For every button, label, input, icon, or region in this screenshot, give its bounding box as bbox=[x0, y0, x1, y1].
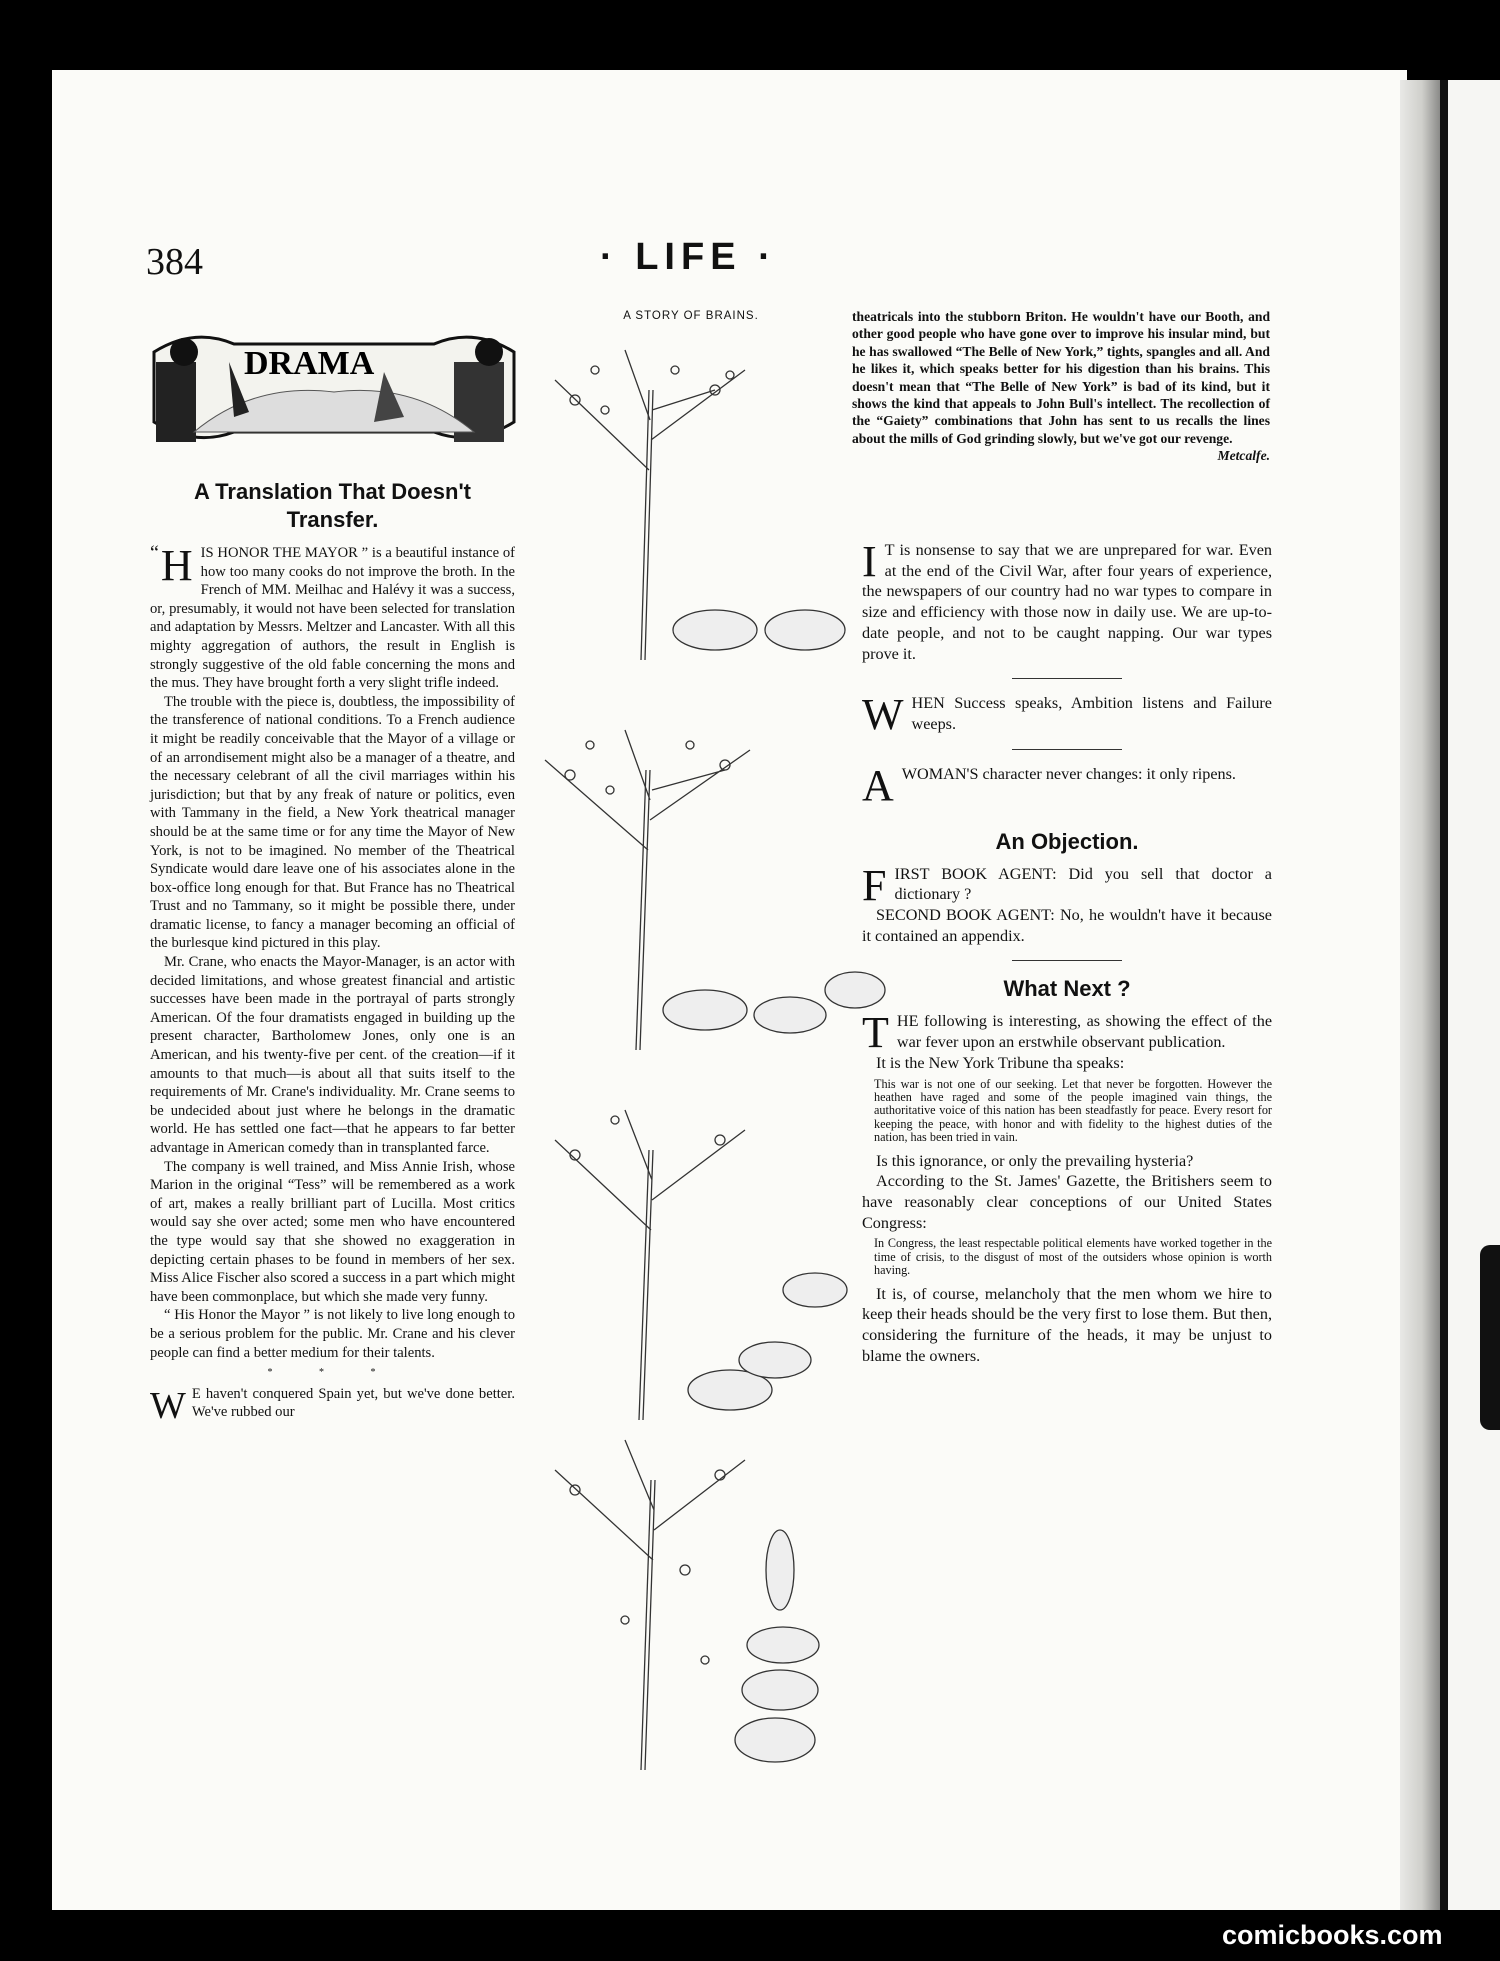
page-spine bbox=[1400, 80, 1440, 1910]
gazette-quote: In Congress, the least respectable political elements have worked together in the time of crisis, to the disgust of most of the outsiders whose opinion is worth having. bbox=[874, 1236, 1272, 1278]
drop-cap: T bbox=[862, 1008, 889, 1058]
drop-cap: W bbox=[862, 690, 904, 740]
next-page-edge bbox=[1448, 80, 1500, 1910]
drop-cap: I bbox=[862, 537, 877, 586]
article-text: WOMAN'S character never changes: it only ripens. bbox=[901, 764, 1236, 783]
section-stars: * * * bbox=[267, 1367, 398, 1379]
tree-panel-3 bbox=[555, 1110, 847, 1420]
page-number: 384 bbox=[146, 241, 203, 283]
divider bbox=[1012, 749, 1122, 750]
article-text: T is nonsense to say that we are unprepared for war. Even at the end of the Civil War, after four years of experience, the newspapers of our country had no war types to compare in size and efficiency with those now in daily use. We are up-to-date people, and not to be caught napping. Our war types prove it. bbox=[862, 541, 1272, 663]
binding-clip bbox=[1480, 1245, 1500, 1430]
column-3 bbox=[862, 537, 1272, 1366]
article-paragraph: The company is well trained, and Miss Annie Irish, whose Marion in the original “Tess” will be remembered as a work of art, makes a really brilliant part of Lucilla. Most critics would say she over acted; some men who have encountered the type would say that she showed no exaggeration in depicting certain phases to be found in members of her sex. Miss Alice Fischer also scored a success in a part which might have been commonplace, but which she made very funny. bbox=[150, 1158, 515, 1305]
woman-paragraph bbox=[862, 760, 1272, 810]
column-1 bbox=[150, 478, 515, 1427]
masthead: · LIFE · bbox=[600, 236, 777, 278]
drop-cap: F bbox=[862, 860, 887, 910]
article-title: A Translation That Doesn't Transfer. bbox=[194, 479, 471, 532]
article-text: E haven't conquered Spain yet, but we've done better. We've rubbed our bbox=[191, 1385, 515, 1421]
watermark: comicbooks.com bbox=[1222, 1920, 1443, 1950]
article-paragraph: “ His Honor the Mayor ” is not likely to live long enough to be a serious problem for the public. Mr. Crane and his clever people can find a better medium for their talents. bbox=[150, 1307, 515, 1361]
drama-banner-illustration bbox=[134, 322, 522, 457]
divider bbox=[1012, 678, 1122, 679]
tribune-quote: This war is not one of our seeking. Let that never be forgotten. However the heathen have raged and some of the people imagined vain things, the authoritative voice of this nation has been steadfastly for peace. Every resort for keeping the peace, with honor and with fidelity to the highest duties of the nation, has been tried in vain. bbox=[874, 1076, 1272, 1145]
article-text: IRST BOOK AGENT: Did you sell that doctor a dictionary ? bbox=[894, 864, 1272, 904]
war-paragraph bbox=[862, 537, 1272, 664]
gutter-shadow bbox=[1440, 80, 1448, 1910]
cartoon-caption: A STORY OF BRAINS. bbox=[623, 310, 759, 322]
article-text: theatricals into the stubborn Briton. He wouldn't have our Booth, and other good people who have gone over to improve his insular mind, but he has swallowed “The Belle of New York,” tights, spangles and all. And he likes it, which speaks better for his digestion than his brains. This doesn't mean that “The Belle of New York” is bad of its kind, but it shows the kind that appeals to John Bull's intellect. The recollection of the “Gaiety” combinations that John has sent to us recalls the lines about the mills of God grinding slowly, but we've got our revenge. bbox=[852, 309, 1270, 446]
tree-panel-4 bbox=[555, 1440, 819, 1770]
objection-paragraph bbox=[862, 860, 1272, 910]
divider bbox=[1012, 960, 1122, 961]
what-next-paragraph bbox=[862, 1008, 1272, 1058]
objection-paragraph: SECOND BOOK AGENT: No, he wouldn't have it because it contained an appendix. bbox=[862, 906, 1272, 945]
article-paragraph bbox=[150, 541, 515, 693]
drop-cap: W bbox=[150, 1384, 186, 1427]
article-text: HE following is interesting, as showing the effect of the war fever upon an erstwhile observant publication. bbox=[896, 1012, 1272, 1052]
signature: Metcalfe. bbox=[1217, 448, 1270, 464]
cartoon-illustration bbox=[515, 330, 895, 1780]
article-text: HEN Success speaks, Ambition listens and Failure weeps. bbox=[911, 694, 1272, 733]
what-next-paragraph: Is this ignorance, or only the prevailing hysteria? bbox=[876, 1151, 1194, 1170]
what-next-paragraph: It is, of course, melancholy that the men whom we hire to keep their heads should be the very first to lose them. But then, considering the furniture of the heads, it may be unjust to blame the owners. bbox=[862, 1284, 1272, 1365]
objection-title: An Objection. bbox=[995, 828, 1139, 854]
what-next-paragraph: It is the New York Tribune tha speaks: bbox=[876, 1053, 1125, 1072]
article-paragraph bbox=[852, 308, 1270, 464]
open-quote: “ bbox=[150, 542, 159, 564]
article-paragraph: The trouble with the piece is, doubtless, the impossibility of the transference of national conditions. To a French audience it might be readily conceivable that the Mayor of a village or of an arrondisement might also be a manager of a theatre, and the necessary celebrant of all the civil marriages within his jurisdiction; but that by any freak of nature or politics, even with Tammany in the field, a New York theatrical manager should be at the same time or for any time the Mayor of New York, is not to be imagined. No member of the Theatrical Syndicate would dare leave one of his associates alone in the box-office long enough for that. But France has no Theatrical Trust and no Tammany, so it might be possible there, under dramatic license, to fancy a manager becoming an official of the burlesque kind pictured in this play. bbox=[150, 693, 515, 952]
drama-logo-text: DRAMA bbox=[244, 345, 375, 382]
success-paragraph bbox=[862, 690, 1272, 740]
article-paragraph bbox=[150, 1384, 515, 1427]
tree-panel-1 bbox=[555, 350, 845, 660]
tree-panel-2 bbox=[545, 730, 885, 1050]
what-next-title: What Next ? bbox=[1003, 976, 1131, 1002]
drop-cap: A bbox=[862, 760, 894, 810]
column-2-continuation bbox=[852, 308, 1270, 465]
article-text: IS HONOR THE MAYOR ” is a beautiful instance of how too many cooks do not improve the broth. In the French of MM. Meilhac and Halévy it was a success, or, presumably, it would not have been selected for translation and adaptation by Messrs. Meltzer and Lancaster. With all this mighty aggregation of authors, the result in English is strongly suggestive of the old fable concerning the mons and the mus. They have brought forth a very slight trifle indeed. bbox=[150, 545, 515, 692]
article-paragraph: Mr. Crane, who enacts the Mayor-Manager, is an actor with decided limitations, and whose greatest financial and artistic successes have been made in the portrayal of parts strongly American. Of the four dramatists engaged in building up the present character, Bartholomew Jones, only one is an American, and his twenty-five per cent. of the creation—if it amounts to that much—is about all that suits itself to the requirements of Mr. Crane's individuality. Mr. Crane seems to be undecided about just where he belongs in the dramatic world. He has settled one fact—that he appears to far better advantage in American comedy than in transplanted farce. bbox=[150, 954, 515, 1156]
drop-cap: H bbox=[160, 541, 193, 590]
what-next-paragraph: According to the St. James' Gazette, the Britishers seem to have reasonably clear conceptions of our United States Congress: bbox=[862, 1172, 1272, 1232]
